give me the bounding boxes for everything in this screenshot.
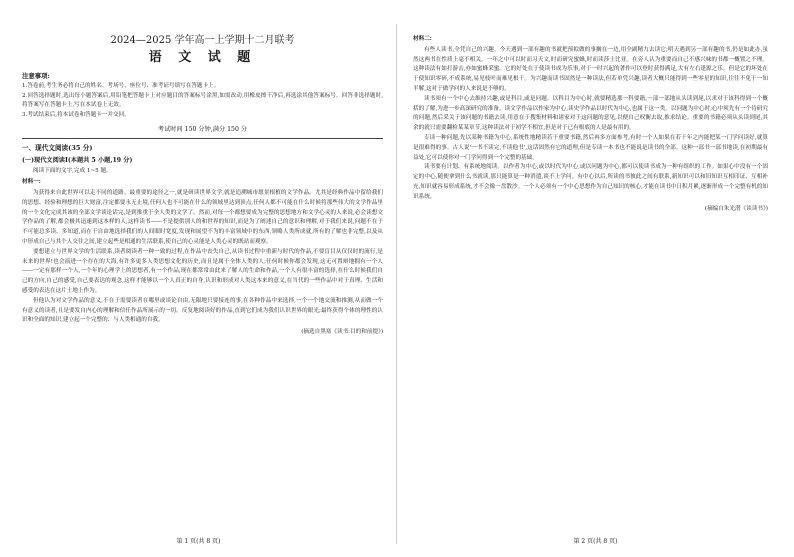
source-citation: (摘编自朱光潜《谈读书》)	[704, 205, 768, 212]
paragraph: 专读一种问题,先以某种书籍为中心,系统性地精读若干重要书籍,然后再多方面参考,有时一个人如果在若干年之内能把某一门学问读好,就算是很难得的事。古人说'一书不读完,不读他书',这话固然有它的道理,但是专读一本书也不能说是读书的全部。这种一部书一部书地读,在初期最有益处,它可以使你对一门学问得到一个完整的基础。	[413, 134, 768, 161]
section-head: 一、现代文阅读(35 分)	[22, 143, 93, 152]
time-line: 考试时间 150 分钟,满分 150 分	[157, 125, 248, 133]
material-2-label: 材料二:	[413, 36, 432, 42]
paragraph: 有些人读书,全凭自己的兴趣。今天遇到一部有趣的书就把预拟做的事搁在一边,用全副精力去读它;明天遇到另一部有趣的书,仍是如此办,虽然这两书在性质上毫不相关。一年之中可以时而习天文,时而研究蜜蜂,时而读莎士比亚。在旁人认为重要而自己不感兴味的书都一概置之不理。这种读法有如打游击,亦如蜜蜂采蜜。它的好处在于使读书成为乐事,对于一时兴起的著作可以登时获得满足,大有左右逢源之乐。但是它的坏处在于使知识零碎,不成系统,易见枝叶而难见根干。为兴趣而读书固然是一种读法,但若单凭兴趣,读者大概只能得到一些零星的知识,往往不免于一知半解,这对于做学问的人来说是不够的。	[413, 46, 768, 92]
notice-item-3: 3.考试结束后,将本试卷和答题卡一并交回。	[22, 112, 130, 119]
exam-title: 2024—2025 学年高一上学期十二月联考	[110, 35, 295, 46]
paragraph: 为获得来自此世界可以走不同的道路。最重要的途径之一,就是研读世界文学,就是追溯城市愿景根植的文学作品。尤其是经典作品中留给我们的思想、经验和理想的巨大财富,注定都要永无止境,任何人也不可能在什么的领域里达到顶点,任何人都不可能在什么时候将那些伟大的文学作品里的一个文化完成其该的全部文学谈论话完,是到推重于全人类的文学了。然而,对每一个都想要成为完整的思想地方和文学心灵的人来说,必会读想文学作品的了解,都会极其迅速到这本样的人,这样读书——不是提供别人的和世界的知识,而是为了阐述自己的意识和理解,对于我们来说,问题不在于不可能总多读、多知道,而在于自由地选择我们的人间眼时宽度,发现和展望不为的丰富领域中的东西,领略人类所成就,所有的了解也非完整,以及从中形成自己与其个人交往之间,建立起些是相通的生活联系,使自己的心灵能是人类心灵的既站而观察。	[22, 189, 383, 245]
page-number: 第 1 页(共 8 页)	[176, 538, 221, 546]
notice-item-1: 1.答卷前,考生务必将自己的姓名、考场号、座位号、准考证号填写在答题卡上。	[22, 82, 220, 89]
page-number: 第 2 页(共 8 页)	[573, 538, 618, 546]
paragraph: 读书要有计划、有系统地阅读。以作者为中心,或以时代为中心,或以问题为中心,都可以使读书成为一种有组织的工作。如果心中没有一个固定的中心,随便拿到什么书就读,那只能算是一种消遣,谈不上学问。有中心以后,所读的书彼此之间有联系,新知识可以和旧知识互相印证、互相补充,知识就容易形成系统,才不会像一盘散沙。一个人必须有一个中心思想作为自己知识的核心,才能在读书中日积月累,逐渐形成一个完整有机的知识系统。	[413, 164, 768, 200]
notice-head: 注意事项:	[22, 72, 50, 80]
paragraph: 读书须有一个中心去维持兴趣,或是科目,或是问题。以科目为中心时,就要精选那一科要籍,一部一部地从头读到尾,以求对于该科得到一个概括的了解,为进一步高深研究的准备。读文学作品以作家为中心,读史学作品以时代为中心,也属于这一类。以问题为中心时,心中须先有一个待研究的问题,然后采关于该问题的书籍去读,用意在于搜集材料和诸家对于这问题的意见,以便自己权衡去取,推求结论。重要的书籍必须从头读到尾,其余的就只需要翻检某某章节,这种读法对于初学不相宜,但是对于已有根底的人是最有用的。	[413, 95, 768, 132]
instruction: 阅读下面的文字,完成 1~5 题。	[33, 168, 112, 175]
paragraph: 要想建立与世界文学的生活联系,读者阅读者一种一致的过程,在作品中丧失自己,从读书过程中重新与时代的作品,不要盲目从仅仅时的流行,是未来的世界!也会演进一个存在的大海,有许多更多人类思想文化的历史,而且是属于全体人类的人;任何时候你都会发现,这无可置辩地拥有一个人——一定有那样一个人,一个年的心理学上的思想者,有一个作品,现在都常常由此来了解人的生命和作品,一个人有很丰富的选择,在什么时候我们自己的方向,自己的感受,自己要表达的观念,这样才能够以一个人真正的自身,认识和形成对人类这本来的意义,在当代的一些作品中对于真理、生活和感受的表达在这片土地上作为。	[22, 248, 383, 294]
sub-head: (一)现代文阅读Ⅰ(本题共 5 小题,19 分)	[22, 156, 133, 164]
subject-title: 语 文 试 题	[148, 50, 257, 65]
material-1-label: 材料一:	[22, 179, 41, 186]
notice-block	[22, 72, 383, 121]
source-citation: (摘选自黑塞《读书:目的和前提》)	[301, 329, 383, 336]
page-right	[397, 0, 794, 557]
divider-rule	[22, 138, 383, 139]
notice-item-2: 2.回答选择题时,选出每小题答案后,用铅笔把答题卡上对应题目的答案标号涂黑,如需改动,用橡皮擦干净后,再选涂其他答案标号。回答非选择题时,将答案写在答题卡上,写在本试卷上无效。	[22, 92, 383, 109]
paragraph: 但他认为对文学作品的意义,不在于需要读者在哪里或谈论自由,无限地只要接连的事,在各种作品中来选择,一个一个地交流和推测,从而做一个有意义的读者,且是要发自内心的理解和信任作品所展示的一切。反复地阅读好的作品,直到它们成为我们认识世界的眼光;最终获得个体的理性的认识和全面的知识,建立起一个完整的、与人类相通的自我。	[22, 297, 383, 324]
